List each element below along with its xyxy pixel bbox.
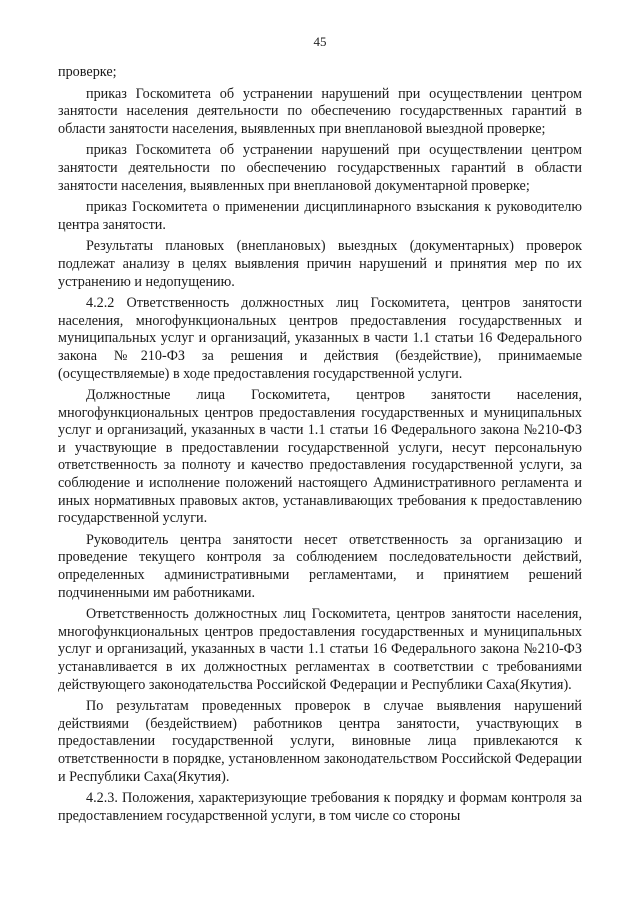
document-body (58, 64, 582, 829)
paragraph: приказ Госкомитета об устранении нарушений при осуществлении центром занятости деятельности по обеспечению государственных гарантий в области занятости населения, выявленных при внеплановой документарной проверке; (58, 142, 582, 194)
paragraph: По результатам проведенных проверок в случае выявления нарушений действиями (бездействием) работников центра занятости, участвующих в предоставлении государственной услуги, виновные лица привлекаются к ответственности в порядке, установленном законодательством Российской Федерации и Республики Саха(Якутия). (58, 698, 582, 785)
section-paragraph-4-2-2: 4.2.2 Ответственность должностных лиц Госкомитета, центров занятости населения, многофункциональных центров предоставления государственных и муниципальных услуг и организаций, указанных в части 1.1 статьи 16 Федерального закона №210-ФЗ за решения и действия (бездействие), принимаемые (осуществляемые) в ходе предоставления государственной услуги. (58, 295, 582, 382)
paragraph: Руководитель центра занятости несет ответственность за организацию и проведение текущего контроля за соблюдением последовательности действий, определенных административными регламентами, и принятием решений подчиненными им работниками. (58, 531, 582, 601)
paragraph: Результаты плановых (внеплановых) выездных (документарных) проверок подлежат анализу в целях выявления причин нарушений и принятия мер по их устранению и недопущению. (58, 238, 582, 290)
paragraph: приказ Госкомитета о применении дисциплинарного взыскания к руководителю центра занятости. (58, 199, 582, 233)
paragraph: Ответственность должностных лиц Госкомитета, центров занятости населения, многофункциональных центров предоставления государственных и муниципальных услуг и организаций, указанных в части 1.1 статьи 16 Федерального закона №210-ФЗ устанавливается в их должностных регламентах в соответствии с требованиями действующего законодательства Российской Федерации и Республики Саха(Якутия). (58, 606, 582, 693)
section-paragraph-4-2-3: 4.2.3. Положения, характеризующие требования к порядку и формам контроля за предоставлением государственной услуги, в том числе со стороны (58, 790, 582, 824)
paragraph: Должностные лица Госкомитета, центров занятости населения, многофункциональных центров предоставления государственных и муниципальных услуг и организаций, указанных в части 1.1 статьи 16 Федерального закона №210-ФЗ и участвующие в предоставлении государственной услуги, несут персональную ответственность за полноту и качество предоставления государственной услуги, за соблюдение и исполнение положений настоящего Административного регламента и иных нормативных правовых актов, устанавливающих требования к предоставлению государственной услуги. (58, 387, 582, 527)
paragraph: приказ Госкомитета об устранении нарушений при осуществлении центром занятости населения деятельности по обеспечению государственных гарантий в области занятости населения, выявленных при внеплановой выездной проверке; (58, 85, 582, 137)
paragraph: проверке; (58, 64, 117, 80)
page-number: 45 (313, 34, 327, 49)
